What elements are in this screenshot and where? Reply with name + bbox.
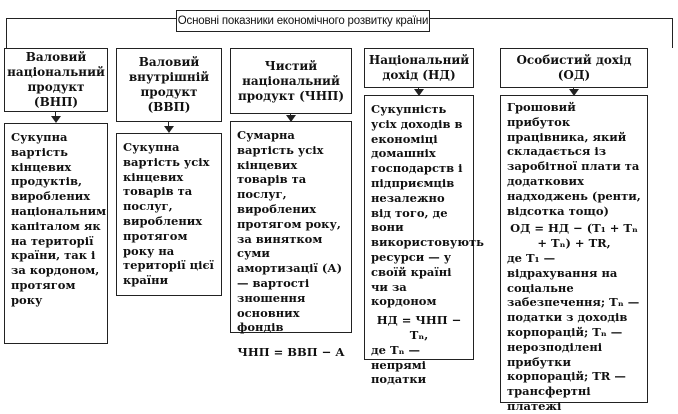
header-vnp-text: Валовий національний продукт (ВНП) bbox=[7, 50, 105, 109]
diagram-title: Основні показники економічного розвитку країни bbox=[176, 10, 430, 32]
drop-line-5 bbox=[672, 18, 673, 48]
formula-nd: НД = ЧНП − Tₙ, bbox=[376, 313, 462, 342]
body-od-text: Грошовий прибуток працівника, який складається із заробітної плати та додаткових надходжень (ренти, відсотка тощо) bbox=[507, 100, 641, 218]
header-nd bbox=[364, 48, 474, 88]
body-chnp-text: Сумарна вартість усіх кінцевих товарів та послуг, вироблених протягом року, за винятком суми амортизації (А) — вартості зношення основних фондів bbox=[237, 128, 343, 335]
drop-line-1 bbox=[6, 18, 7, 48]
header-od bbox=[500, 48, 648, 88]
top-connector-left bbox=[6, 18, 176, 19]
header-vvp-text: Валовий внутрішній продукт (ВВП) bbox=[128, 55, 210, 114]
body-nd bbox=[364, 95, 484, 387]
formula-chnp: ЧНП = ВВП − А bbox=[237, 345, 345, 360]
top-connector-right bbox=[430, 18, 672, 19]
note-nd: де Tₙ — непрямі податки bbox=[371, 342, 427, 387]
header-chnp bbox=[230, 48, 352, 114]
body-vvp bbox=[116, 133, 222, 296]
note-od: де T₁ — відрахування на соціальне забезпечення; Tₙ — податки з доходів корпорацій; Tₙ — нерозподілені прибутки корпорацій; TR — трансфертні платежі bbox=[507, 250, 640, 413]
body-vnp-text: Сукупна вартість кінцевих продуктів, вироблених національним капіталом як на території країни, так і за кордоном, протягом року bbox=[11, 130, 107, 307]
body-chnp bbox=[230, 121, 352, 360]
body-od bbox=[500, 95, 648, 413]
header-vnp bbox=[4, 48, 108, 112]
formula-od: ОД = НД − (T₁ + Tₙ + Tₙ) + TR, bbox=[510, 221, 638, 251]
header-vvp bbox=[116, 48, 222, 122]
body-vnp bbox=[4, 123, 108, 344]
body-nd-text: Сукупність усіх доходів в економіці домашніх господарств і підприємців незалежно від того, де вони використовують ресурси — у своїй країні чи за кордоном bbox=[371, 102, 484, 309]
body-vvp-text: Сукупна вартість усіх кінцевих товарів та послуг, вироблених протягом року на території цієї країни bbox=[123, 140, 214, 288]
arrow-2 bbox=[164, 126, 174, 133]
header-chnp-text: Чистий національний продукт (ЧНП) bbox=[237, 58, 345, 103]
header-od-text: Особистий дохід (ОД) bbox=[516, 53, 632, 82]
header-nd-text: Національний дохід (НД) bbox=[368, 53, 470, 82]
arrow-1 bbox=[51, 116, 61, 123]
